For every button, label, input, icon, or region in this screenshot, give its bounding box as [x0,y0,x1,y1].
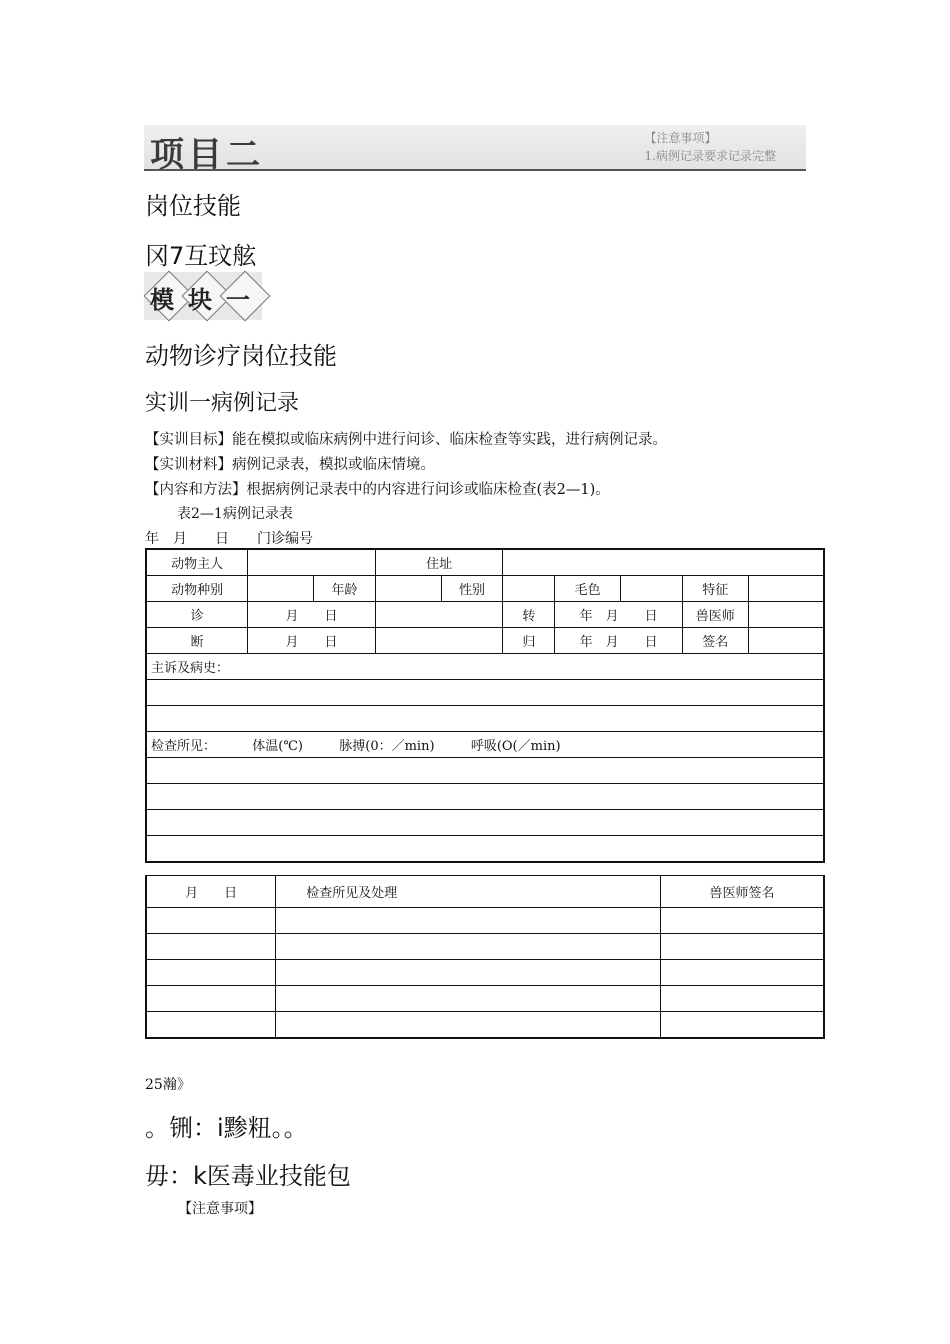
table-caption: 表2—1病例记录表 [177,506,293,522]
blank-row [146,784,824,810]
cell-vet-value-2 [748,628,824,654]
cell-species-label: 动物种别 [146,576,248,602]
cell-sex-value [503,576,555,602]
heading-training-1: 实训一病例记录 [145,391,300,416]
cell-feature-label: 特征 [682,576,748,602]
cell-complaint-label: 主诉及病史： [146,654,824,680]
module-badge [144,272,262,320]
sub-cell [660,908,824,934]
sub-cell [276,908,661,934]
cell-diag-label-2: 断 [146,628,248,654]
cell-turn-date-2: 年 月 日 [555,628,683,654]
cell-diag-label-1: 诊 [146,602,248,628]
sub-cell [660,934,824,960]
sub-cell [660,1012,824,1039]
cell-turn-label-2: 归 [503,628,555,654]
cell-vet-value-1 [748,602,824,628]
cell-owner-label: 动物主人 [146,549,248,576]
project-banner [144,125,806,175]
blank-row [146,836,824,863]
cell-exam-row [146,732,824,758]
cell-owner-value [248,549,376,576]
sub-cell [146,1012,276,1039]
exam-pulse: 脉搏(0：／min) [339,739,435,754]
page-number: 25瀚》 [145,1077,191,1093]
cell-sex-label: 性别 [441,576,503,602]
sub-cell [276,934,661,960]
cell-address-value [503,549,824,576]
blank-row [146,680,824,706]
cell-diag-date-1: 月 日 [248,602,376,628]
exam-label: 检查所见： [151,739,217,754]
record-table [145,548,825,863]
heading-post-skills: 岗位技能 [145,192,241,220]
sub-cell [660,960,824,986]
blank-row [146,706,824,732]
cell-age-value [375,576,441,602]
sub-cell [146,960,276,986]
para-material: 【实训材料】病例记录表，模拟或临床情境。 [145,457,435,473]
para-method: 【内容和方法】根据病例记录表中的内容进行问诊或临床检查(表2—1)。 [145,482,610,498]
cell-coat-label: 毛色 [555,576,621,602]
cell-coat-value [621,576,683,602]
banner-faded-line-2: 1.病例记录要求记录完整 [644,149,776,163]
cell-turn-date-1: 年 月 日 [555,602,683,628]
heading-animal-clinic: 动物诊疗岗位技能 [145,342,337,370]
cell-sign-label: 签名 [682,628,748,654]
exam-resp: 呼吸(O(／min) [470,739,561,754]
blank-row [146,758,824,784]
cell-feature-value [748,576,824,602]
cell-species-value [248,576,314,602]
cell-diag-date-2: 月 日 [248,628,376,654]
module-char-2: 块 [188,286,212,314]
cell-vet-label: 兽医师 [682,602,748,628]
footer-title: 毋：k医毒业技能包 [145,1162,351,1190]
cell-address-label: 住址 [375,549,503,576]
blank-row [146,810,824,836]
sub-date-header: 月 日 [146,876,276,908]
cell-diag-value-1 [375,602,503,628]
cell-turn-label-1: 转 [503,602,555,628]
treatment-table [145,875,825,1039]
sub-exam-header: 检查所见及处理 [276,876,661,908]
notes-heading: 【注意事项】 [178,1201,262,1217]
banner-title: 项目二 [150,135,264,175]
sub-cell [276,1012,661,1039]
table-date-line: 年 月 日 门诊编号 [145,531,313,547]
heading-garbled: 冈7互玟舷 [145,242,257,270]
cell-diag-value-2 [375,628,503,654]
banner-faded-line-1: 【注意事项】 [644,131,717,145]
sub-cell [146,986,276,1012]
sub-cell [276,960,661,986]
exam-temp: 体温(℃) [252,739,303,754]
module-char-3: 一 [226,286,250,314]
banner-faded-text [645,129,776,165]
sub-cell [660,986,824,1012]
footer-garbled-line: 。铏：i黪粈。。 [145,1114,308,1142]
sub-cell [146,934,276,960]
sub-sign-header: 兽医师签名 [660,876,824,908]
cell-age-label: 年龄 [313,576,375,602]
module-char-1: 模 [150,286,174,314]
para-goal: 【实训目标】能在模拟或临床病例中进行问诊、临床检查等实践，进行病例记录。 [145,432,667,448]
sub-cell [146,908,276,934]
sub-cell [276,986,661,1012]
